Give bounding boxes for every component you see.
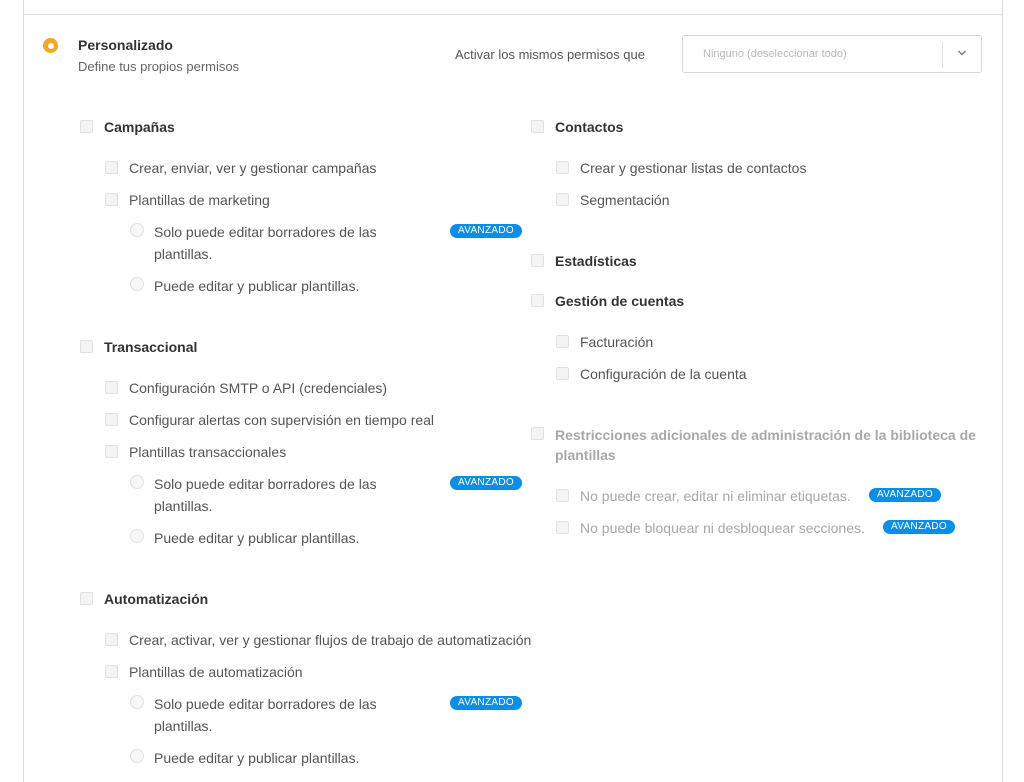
automation-item-workflows[interactable] — [105, 631, 531, 649]
transactional-checkbox[interactable] — [80, 340, 93, 353]
item-label: Crear, activar, ver y gestionar flujos de trabajo de automatización — [129, 632, 532, 648]
select-value: Ninguno (deseleccionar todo) — [703, 48, 847, 60]
radio-label: Solo puede editar borradores de las plantillas. — [154, 476, 377, 514]
transactional-item-alerts[interactable] — [105, 411, 434, 429]
advanced-badge: AVANZADO — [450, 476, 522, 490]
campaigns-checkbox[interactable] — [80, 120, 93, 133]
automation-checkbox[interactable] — [80, 592, 93, 605]
checkbox[interactable] — [556, 335, 569, 348]
item-label: Crear y gestionar listas de contactos — [580, 160, 807, 176]
library-restrictions-section — [531, 425, 995, 465]
accounts-section[interactable] — [531, 292, 684, 310]
contacts-title: Contactos — [555, 119, 624, 135]
library-restrictions-title: Restricciones adicionales de administración de la biblioteca de plantillas — [555, 427, 976, 463]
item-label: Plantillas de automatización — [129, 664, 303, 680]
library-item-sections — [556, 519, 865, 537]
library-item-tags — [556, 487, 851, 505]
chevron-down-icon[interactable] — [957, 48, 967, 58]
checkbox[interactable] — [556, 193, 569, 206]
contacts-checkbox[interactable] — [531, 120, 544, 133]
transactional-section[interactable] — [80, 338, 197, 356]
item-label: Facturación — [580, 334, 654, 350]
accounts-item-settings[interactable] — [556, 365, 747, 383]
automation-item-templates[interactable] — [105, 663, 303, 681]
statistics-checkbox[interactable] — [531, 254, 544, 267]
contacts-section[interactable] — [531, 118, 623, 136]
radio[interactable] — [130, 695, 144, 709]
radio-label: Puede editar y publicar plantillas. — [154, 750, 360, 766]
custom-option-radio[interactable] — [43, 38, 58, 53]
automation-title: Automatización — [104, 591, 209, 607]
accounts-item-billing[interactable] — [556, 333, 653, 351]
transactional-item-templates[interactable] — [105, 443, 286, 461]
custom-option-title: Personalizado — [78, 37, 173, 53]
radio[interactable] — [130, 223, 144, 237]
radio[interactable] — [130, 277, 144, 291]
radio[interactable] — [130, 529, 144, 543]
item-label: Plantillas de marketing — [129, 192, 270, 208]
item-label: Configurar alertas con supervisión en tiempo real — [129, 412, 435, 428]
radio[interactable] — [130, 475, 144, 489]
advanced-badge: AVANZADO — [883, 520, 955, 534]
custom-option-subtitle: Define tus propios permisos — [78, 59, 240, 74]
campaigns-item-templates[interactable] — [105, 191, 270, 209]
transactional-radio-publish[interactable] — [130, 527, 394, 549]
select-separator — [942, 42, 943, 68]
item-label: No puede crear, editar ni eliminar etiquetas. — [580, 488, 851, 504]
checkbox[interactable] — [105, 381, 118, 394]
campaigns-section[interactable] — [80, 118, 175, 136]
campaigns-radio-publish[interactable] — [130, 275, 394, 297]
transactional-title: Transaccional — [104, 339, 198, 355]
top-divider — [23, 14, 1003, 15]
checkbox[interactable] — [105, 413, 118, 426]
advanced-badge: AVANZADO — [450, 696, 522, 710]
library-restrictions-checkbox — [531, 427, 544, 440]
campaigns-radio-drafts[interactable] — [130, 221, 394, 265]
radio-label: Solo puede editar borradores de las plantillas. — [154, 696, 377, 734]
automation-section[interactable] — [80, 590, 208, 608]
item-label: Plantillas transaccionales — [129, 444, 287, 460]
advanced-badge: AVANZADO — [869, 488, 941, 502]
transactional-item-smtp[interactable] — [105, 379, 387, 397]
automation-radio-publish[interactable] — [130, 747, 394, 769]
checkbox — [556, 521, 569, 534]
advanced-badge: AVANZADO — [450, 224, 522, 238]
transactional-radio-drafts[interactable] — [130, 473, 394, 517]
statistics-title: Estadísticas — [555, 253, 637, 269]
checkbox[interactable] — [105, 445, 118, 458]
checkbox[interactable] — [556, 367, 569, 380]
accounts-title: Gestión de cuentas — [555, 293, 685, 309]
checkbox[interactable] — [105, 633, 118, 646]
contacts-item-segmentation[interactable] — [556, 191, 670, 209]
item-label: Segmentación — [580, 192, 670, 208]
item-label: Configuración de la cuenta — [580, 366, 747, 382]
checkbox — [556, 489, 569, 502]
statistics-section[interactable] — [531, 252, 637, 270]
campaigns-title: Campañas — [104, 119, 175, 135]
automation-radio-drafts[interactable] — [130, 693, 394, 737]
contacts-item-lists[interactable] — [556, 159, 806, 177]
radio-label: Puede editar y publicar plantillas. — [154, 278, 360, 294]
checkbox[interactable] — [105, 161, 118, 174]
campaigns-item-manage[interactable] — [105, 159, 376, 177]
checkbox[interactable] — [105, 665, 118, 678]
same-permissions-label: Activar los mismos permisos que — [455, 47, 645, 62]
radio-label: Solo puede editar borradores de las plantillas. — [154, 224, 377, 262]
checkbox[interactable] — [105, 193, 118, 206]
item-label: Crear, enviar, ver y gestionar campañas — [129, 160, 377, 176]
checkbox[interactable] — [556, 161, 569, 174]
item-label: Configuración SMTP o API (credenciales) — [129, 380, 388, 396]
radio[interactable] — [130, 749, 144, 763]
item-label: No puede bloquear ni desbloquear secciones. — [580, 520, 865, 536]
accounts-checkbox[interactable] — [531, 294, 544, 307]
radio-label: Puede editar y publicar plantillas. — [154, 530, 360, 546]
same-permissions-select[interactable] — [682, 35, 982, 73]
